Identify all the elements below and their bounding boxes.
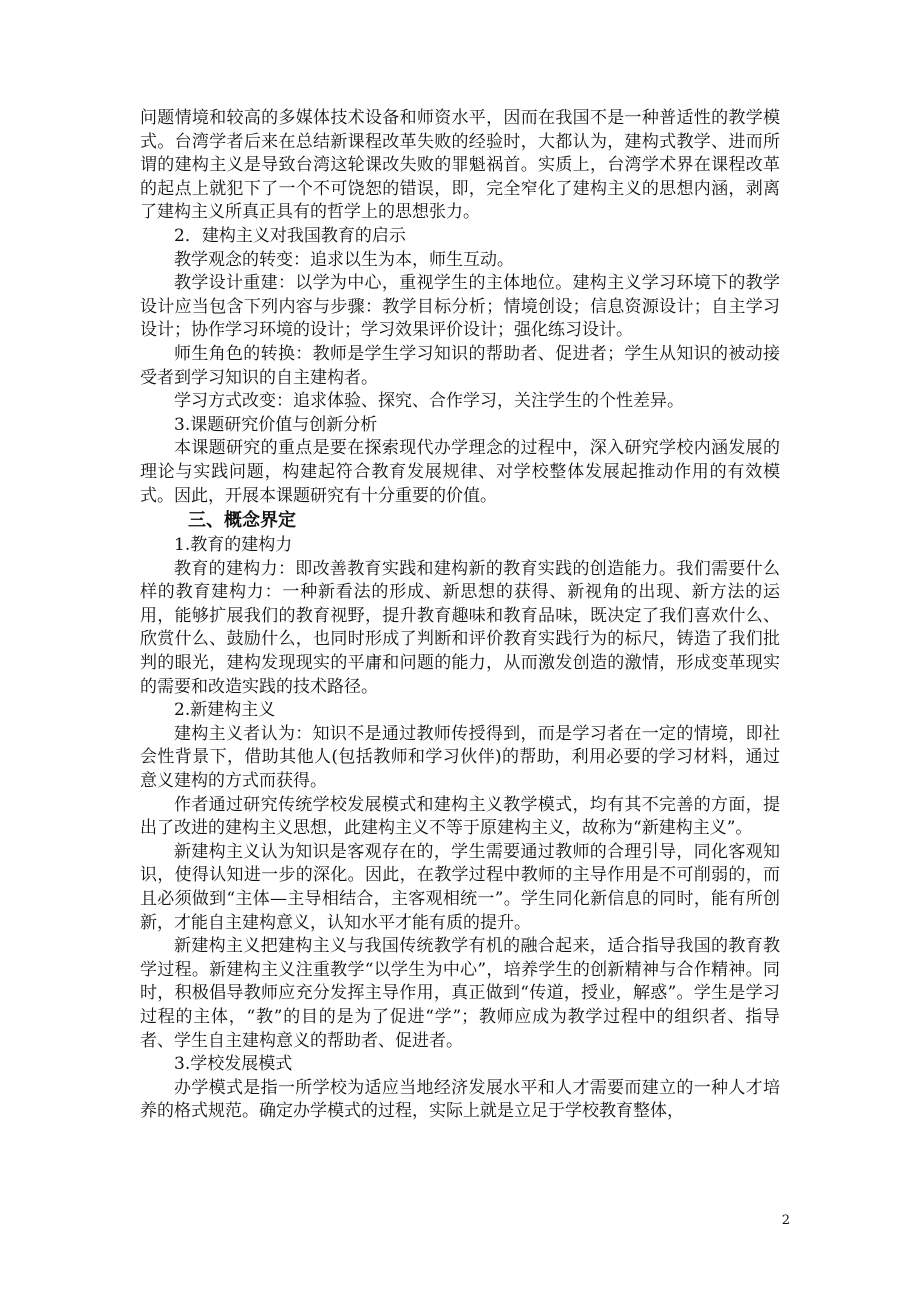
subheading-research-value: 3.课题研究价值与创新分析 (174, 414, 378, 435)
paragraph-new-constructivism-integration: 新建构主义把建构主义与我国传统教学有机的融合起来，适合指导我国的教育教学过程。新建构主义注重教学“以学生为中心”，培养学生的创新精神与合作精神。同时，积极倡导教师应充分发挥主导作用，真正做到“传道，授业，解惑”。学生是学习过程的主体，“教”的目的是为了促进“学”；教师应成为教学过程中的组织者、指导者、学生自主建构意义的帮助者、促进者。 (140, 936, 780, 1051)
paragraph-learning-method: 学习方式改变：追求体验、探究、合作学习，关注学生的个性差异。 (174, 391, 684, 412)
subheading-constructivism-inspiration: 2．建构主义对我国教育的启示 (174, 225, 406, 246)
section-heading-concept-definition: 三、概念界定 (188, 510, 296, 532)
paragraph-teaching-design: 教学设计重建：以学为中心，重视学生的主体地位。建构主义学习环境下的教学设计应当包含下列内容与步骤：教学目标分析；情境创设；信息资源设计；自主学习设计；协作学习环境的设计；学习效果评价设计；强化练习设计。 (140, 273, 780, 341)
paragraph-school-model: 办学模式是指一所学校为适应当地经济发展水平和人才需要而建立的一种人才培养的格式规范。确定办学模式的过程，实际上就是立足于学校教育整体， (140, 1077, 780, 1122)
page-number: 2 (781, 1213, 790, 1228)
paragraph-author-research: 作者通过研究传统学校发展模式和建构主义教学模式，均有其不完善的方面，提出了改进的建构主义思想，此建构主义不等于原建构主义，故称为“新建构主义”。 (140, 794, 780, 839)
subheading-education-constructive-power: 1.教育的建构力 (174, 535, 293, 556)
subheading-new-constructivism: 2.新建构主义 (174, 700, 276, 721)
paragraph-intro-continuation: 问题情境和较高的多媒体技术设备和师资水平，因而在我国不是一种普适性的教学模式。台湾学者后来在总结新课程改革失败的经验时，大都认为，建构式教学、进而所谓的建构主义是导致台湾这轮课改失败的罪魁祸首。实质上，台湾学术界在课程改革的起点上就犯下了一个不可饶恕的错误，即，完全窄化了建构主义的思想内涵，剥离了建构主义所真正具有的哲学上的思想张力。 (140, 108, 780, 223)
subheading-school-development-model: 3.学校发展模式 (174, 1054, 293, 1075)
paragraph-constructivist-view: 建构主义者认为：知识不是通过教师传授得到，而是学习者在一定的情境，即社会性背景下，借助其他人(包括教师和学习伙伴)的帮助，利用必要的学习材料，通过意义建构的方式而获得。 (140, 723, 780, 792)
paragraph-role-change: 师生角色的转换：教师是学生学习知识的帮助者、促进者；学生从知识的被动接受者到学习知识的自主建构者。 (140, 343, 780, 388)
paragraph-education-constructive-power: 教育的建构力：即改善教育实践和建构新的教育实践的创造能力。我们需要什么样的教育建构力：一种新看法的形成、新思想的获得、新视角的出现、新方法的运用，能够扩展我们的教育视野，提升教育趣味和教育品味，既决定了我们喜欢什么、欣赏什么、鼓励什么，也同时形成了判断和评价教育实践行为的标尺，铸造了我们批判的眼光，建构发现现实的平庸和问题的能力，从而激发创造的激情，形成变革现实的需要和改造实践的技术路径。 (140, 558, 780, 697)
paragraph-new-constructivism-knowledge: 新建构主义认为知识是客观存在的，学生需要通过教师的合理引导，同化客观知识，使得认知进一步的深化。因此，在教学过程中教师的主导作用是不可削弱的，而且必须做到“主体—主导相结合，主客观相统一”。学生同化新信息的同时，能有所创新，才能自主建构意义，认知水平才能有质的提升。 (140, 841, 780, 933)
paragraph-research-value: 本课题研究的重点是要在探索现代办学理念的过程中，深入研究学校内涵发展的理论与实践问题，构建起符合教育发展规律、对学校整体发展起推动作用的有效模式。因此，开展本课题研究有十分重要的价值。 (140, 438, 780, 506)
paragraph-teaching-concept: 教学观念的转变：追求以生为本，师生互动。 (174, 249, 514, 270)
document-body (140, 107, 780, 1124)
